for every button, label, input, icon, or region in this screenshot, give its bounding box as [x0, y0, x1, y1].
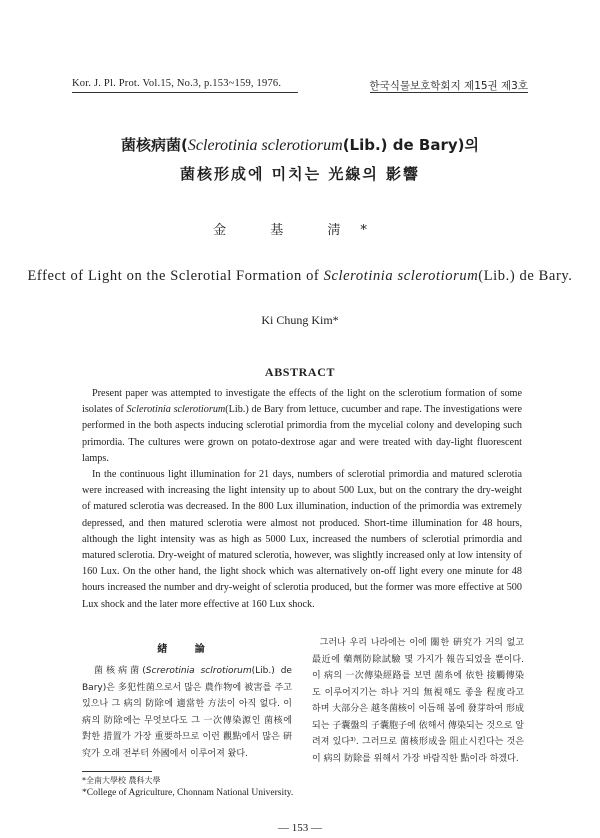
title-english — [0, 268, 600, 285]
journal-citation-ko: 한국식물보호학회지 제15권 제3호 — [369, 80, 528, 92]
footnote-korean: *全南大學校 農科大學 — [82, 776, 161, 785]
author-korean: 金 基 淸* — [213, 223, 387, 238]
intro-heading: 緖 論 — [157, 644, 217, 655]
author-english: Ki Chung Kim* — [261, 313, 339, 327]
footnote-english: *College of Agriculture, Chonnam National University. — [82, 788, 294, 798]
footnote-rule — [82, 771, 152, 772]
header-rule-left — [72, 92, 298, 93]
intro-left-column — [82, 640, 292, 762]
abstract-body — [82, 386, 522, 613]
title-ko-post: (Lib.) de Bary)의 — [342, 136, 479, 154]
abstract-paragraph-2: In the continuous light illumination for 21 days, numbers of sclerotial primordia and matured sclerotia were increased with increasing the light intensity up to about 500 Lux, but on the contrary the dry-weight of matured sclerotia was decreased. In the 800 Lux illumination, induction of the primordia was extremely depressed, and then matured sclerotia were almost not produced. Short-time illumination for 48 hours, although the light intensity was as high as 5000 Lux, increased the numbers of sclerotial primordia and matured sclerotia. Dry-weight of matured sclerotia, however, was slightly increased only at low intensity of 160 Lux. On the other hand, the light shock which was alternatively on-off light every one minute for 48 hours increased the number and dry-weight of sclerotia produced, but the former was more effective at 500 Lux shock and the later more effective at 160 Lux shock. — [82, 469, 522, 610]
intro-right-column — [312, 635, 524, 767]
intro-left-pre: 菌核病菌( — [93, 666, 146, 676]
abstract-p1-a: Present paper was attempted to investigate the effects of the light on the sclerotium formation of some isolates of — [82, 388, 522, 416]
title-ko-species: Sclerotinia sclerotiorum — [187, 137, 343, 154]
title-korean-line2: 菌核形成에 미치는 光線의 影響 — [179, 165, 421, 183]
intro-right-text — [312, 635, 524, 767]
abstract-p1-b: (Lib.) de Bary from lettuce, cucumber and rape. The investigations were performed in the both aspects inducing sclerotial primordia from the mycelial colony and developing such primordia. The cultures were grown on potato-dextrose agar and were treated with day-light fluorescent lamps. — [82, 404, 522, 464]
title-en-species: Sclerotinia sclerotiorum — [323, 268, 479, 284]
journal-citation: Kor. J. Pl. Prot. Vol.15, No.3, p.153~159, 1976. — [72, 78, 282, 89]
abstract-paragraph-1 — [82, 386, 522, 467]
abstract-heading: ABSTRACT — [264, 365, 336, 379]
header-rule-right — [370, 92, 528, 93]
intro-left-species: Screrotinia sclrotiorum — [145, 666, 252, 676]
title-ko-pre: 菌核病菌( — [121, 136, 188, 154]
intro-left-post: (Lib.) de Bary)은 多犯性菌으로서 많은 農作物에 被害를 주고 있으나 그 病의 防除에 適當한 方法이 아직 없다. 이 病의 防除에는 무엇보다도 그 一次傳染源인 菌核에 對한 措置가 가장 重要하므로 이런 觀點에서 많은 硏究가 오래 전부터 外國에서 이루어져 왔다. — [82, 666, 292, 759]
intro-right-body: 그러나 우리 나라에는 이에 關한 硏究가 거의 없고 最近에 藥劑防除試驗 몇 가지가 報告되었을 뿐이다. 이 病의 一次傳染經路를 보면 菌糸에 依한 接觸傳染도 이루어지기는 하나 거의 無視해도 좋을 程度라고 하며 大部分은 越冬菌核이 이듬해 봄에 發芽하여 形成되는 子囊盤의 子囊胞子에 依해서 傳染되는 것으로 알려져 있다³⁾. 그러므로 菌核形成을 阻止시킨다는 것은 이 病의 防除를 위해서 가장 바람직한 點이라 하겠다. — [312, 638, 524, 764]
page-number: — 153 — — [278, 822, 322, 834]
title-en-pre: Effect of Light on the Sclerotial Formation of — [27, 268, 324, 284]
intro-left-text — [82, 663, 292, 762]
title-en-post: (Lib.) de Bary. — [478, 268, 573, 284]
abstract-p1-species: Sclerotinia sclerotiorum — [126, 404, 226, 416]
title-korean-line1 — [0, 134, 600, 155]
